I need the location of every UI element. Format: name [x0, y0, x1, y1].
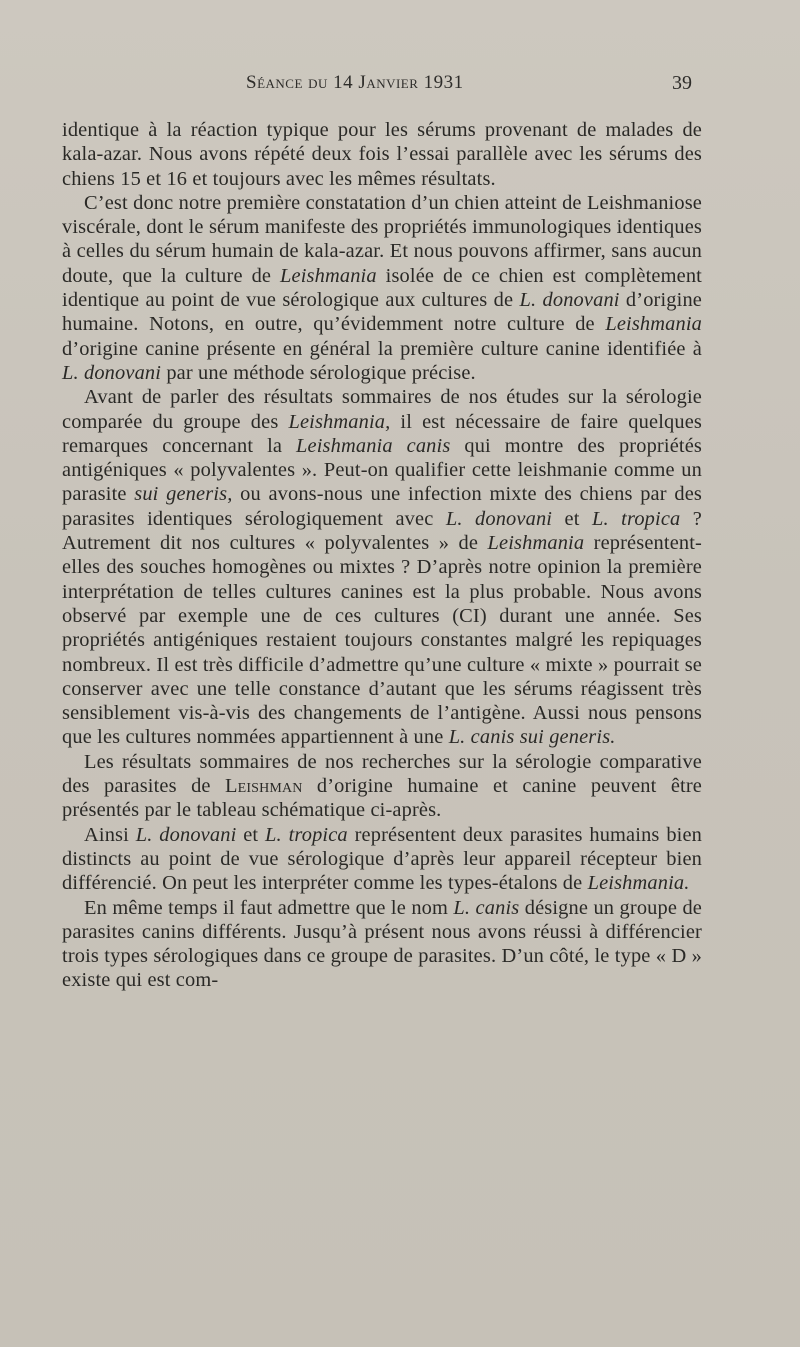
text-run: par une méthode sérologique précise. — [161, 361, 476, 384]
italic-text: Leishmania — [487, 532, 585, 555]
text-run: désigne un groupe de parasites canins différents. Jusqu’à présent nous avons réussi à différencier trois types sérologiques dans ce groupe de parasites. D’un côté, le type « D » existe qui est com- — [62, 896, 703, 992]
italic-text: L. donovani — [519, 289, 620, 312]
italic-text: L. donovani — [62, 361, 162, 384]
paragraph — [62, 750, 702, 823]
italic-text: Leishmania — [280, 264, 377, 287]
text-run: représentent deux parasites humains bien distincts au point de vue sérologique d’après leur appareil récepteur bien différencié. On peut les interpréter comme les types-étalons de — [62, 823, 703, 895]
paragraph — [62, 118, 702, 191]
text-run: d’origine humaine et canine peuvent être présentés par le tableau schématique ci-après. — [62, 775, 703, 822]
text-run: C’est donc notre première constatation d’un chien atteint de Leishmaniose viscérale, dont le sérum manifeste des propriétés immunologiques identiques à celles du sérum humain de kala-azar. Et nous pouvons affirmer, sans aucun doute, que la culture de — [62, 191, 702, 287]
text-run: et — [552, 507, 592, 530]
text-run: ou avons-nous une infection mixte des chiens par des parasites identiques sérologiquement avec — [62, 483, 702, 530]
paragraph — [62, 823, 702, 896]
text-run: d’origine humaine. Notons, en outre, qu’évidemment notre culture de — [62, 289, 702, 336]
paragraph — [62, 896, 702, 993]
running-head: Séance du 14 Janvier 1931 — [246, 72, 464, 93]
text-run: isolée de ce chien est complètement identique au point de vue sérologique aux cultures de — [62, 264, 702, 312]
text-run: ? Autrement dit nos cultures « polyvalentes » de — [62, 507, 703, 555]
text-run: qui montre des propriétés antigéniques « polyvalentes ». Peut-on qualifier cette leishmanie comme un parasite — [62, 434, 702, 506]
text-run: il est nécessaire de faire quelques remarques concernant la — [62, 410, 702, 457]
italic-text: Leishmania canis — [296, 434, 451, 457]
italic-text: sui generis, — [134, 483, 233, 506]
small-caps-text: Leishman — [225, 775, 303, 798]
italic-text: Leishmania, — [288, 410, 391, 433]
text-run: En même temps il faut admettre que le nom — [84, 896, 454, 919]
text-run: représentent-elles des souches homogènes ou mixtes ? D’après notre opinion la première interprétation de telles cultures canines est la plus probable. Nous avons observé par exemple une de ces cultures (CI) durant une année. Ses propriétés antigéniques restaient toujours constantes malgré les repiquages nombreux. Il est très difficile d’admettre qu’une culture « mixte » pourrait se conserver avec une telle constance d’autant que les sérums réagissent très sensiblement vis-à-vis des changements de l’antigène. Aussi nous pensons que les cultures nommées appartiennent à une — [62, 532, 702, 749]
text-run: et — [236, 823, 266, 846]
text-run: Ainsi — [84, 823, 136, 846]
italic-text: L. canis sui generis. — [448, 726, 616, 749]
text-run: Les résultats sommaires de nos recherches sur la sérologie comparative des parasites de — [62, 750, 702, 798]
italic-text: L. tropica — [265, 823, 348, 846]
italic-text: L. donovani — [445, 507, 553, 530]
paragraph — [62, 385, 702, 749]
italic-text: Leishmania — [605, 313, 702, 336]
text-run: Avant de parler des résultats sommaires de nos études sur la sérologie comparée du groupe des — [62, 386, 702, 433]
italic-text: L. donovani — [135, 823, 237, 846]
text-run: d’origine canine présente en général la première culture canine identifiée à — [62, 337, 702, 360]
page-header — [0, 72, 800, 102]
italic-text: L. tropica — [592, 507, 681, 530]
italic-text: L. canis — [453, 896, 520, 919]
body-text — [62, 118, 702, 993]
text-run: identique à la réaction typique pour les sérums provenant de malades de kala-azar. Nous avons répété deux fois l’essai parallèle avec les sérums des chiens 15 et 16 et toujours avec les mêmes résultats. — [62, 119, 702, 190]
page-number: 39 — [672, 72, 692, 94]
italic-text: Leishmania. — [587, 872, 690, 895]
paragraph — [62, 191, 702, 385]
